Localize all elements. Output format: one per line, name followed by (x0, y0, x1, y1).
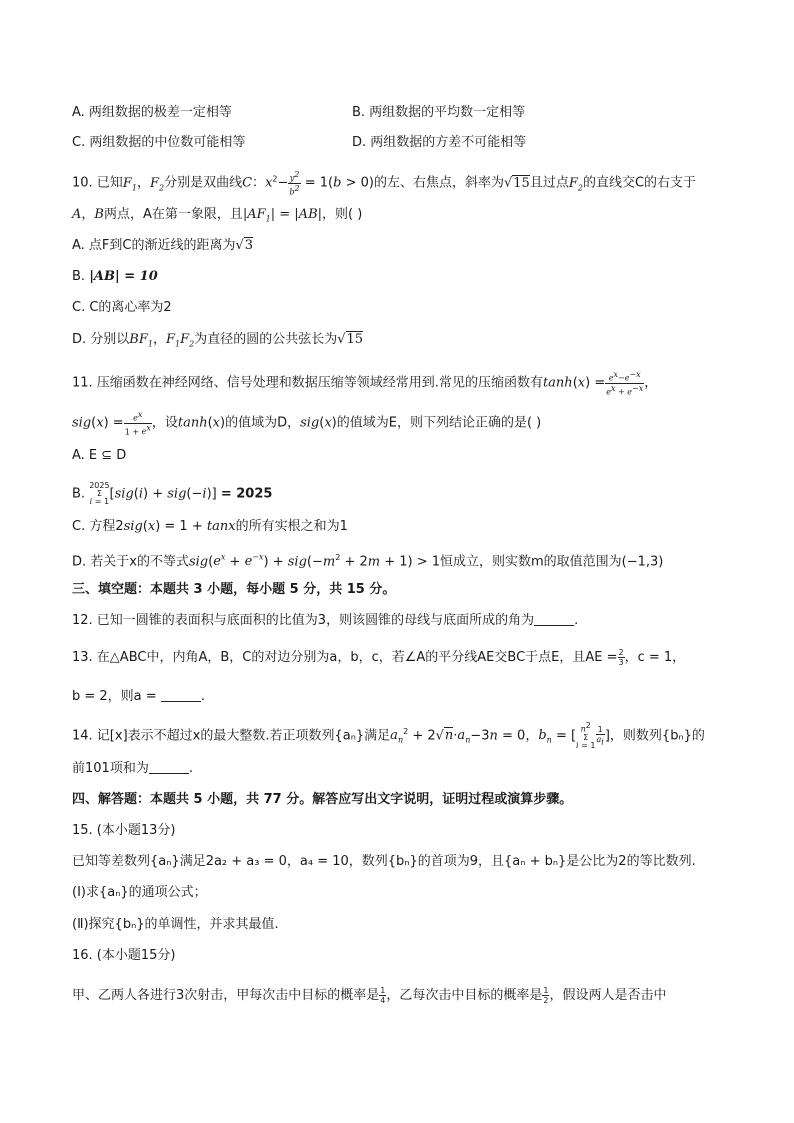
q11-text: 的值域为E，则下列结论正确的是( ) (336, 415, 542, 431)
q10-option-b-text: |AB| = 10 (89, 269, 158, 284)
q10-option-a: A. 点F到C的渐近线的距离为√3 (72, 238, 254, 253)
q10-stem-line1: 10. 已知$F_1$，$F_2$分别是双曲线C：$x^2-$ $\frac{y^2}{b^2}$ = 1(b > 0)的左、右焦点，斜率为√15且过点$F_2$的直线交C的右支于 (72, 170, 697, 197)
q14-text: 前101项和为 (72, 761, 149, 776)
answer-blank[interactable] (534, 613, 574, 626)
q15-heading: 15. (本小题13分) (72, 823, 176, 838)
q10-text: 两点，A在第一象限，且 (103, 207, 243, 222)
answer-blank[interactable] (149, 761, 189, 774)
q16-text: 甲、乙两人各进行3次射击，甲每次击中目标的概率是 (72, 988, 380, 1003)
q11-option-a: A. E ⊆ D (72, 448, 127, 463)
q14-text: 14. 记[x]表示不超过x的最大整数.若正项数列{aₙ}满足 (72, 728, 391, 744)
q15-part2: (Ⅱ)探究{bₙ}的单调性，并求其最值. (72, 917, 279, 932)
q13-text: ，c = 1， (624, 650, 686, 665)
q13-text: b = 2，则a = (72, 689, 157, 704)
q15-body: 已知等差数列{aₙ}满足2a₂ + a₃ = 0，a₄ = 10，数列{bₙ}的首项为9，且{aₙ + bₙ}是公比为2的等比数列. (72, 854, 696, 869)
q10-text: 的直线交C的右支于 (582, 175, 697, 191)
q11-option-d-text: D. 若关于x的不等式 (72, 554, 189, 570)
q15-part1: (Ⅰ)求{aₙ}的通项公式； (72, 885, 207, 900)
q12: 12. 已知一圆锥的表面积与底面积的比值为3，则该圆锥的母线与底面所成的角为 . (72, 613, 579, 628)
q11-text: 11. 压缩函数在神经网络、信号处理和数据压缩等领域经常用到.常见的压缩函数有 (72, 375, 543, 391)
q10-option-a-text: A. 点F到C的渐近线的距离为 (72, 238, 236, 253)
q10-option-d-text: 为直径的圆的公共弦长为 (194, 332, 338, 347)
q11-stem-line2: sig(x) = $\frac{e^x}{1 + e^x}$ ，设tanh(x)的值域为D，sig(x)的值域为E，则下列结论正确的是( ) (72, 410, 542, 437)
q16-body: 甲、乙两人各进行3次射击，甲每次击中目标的概率是 $\frac{1}{4}$ ，乙每次击中目标的概率是 $\frac{1}{2}$ ，假设两人是否击中 (72, 986, 667, 1005)
q11-option-c: C. 方程2sig(x) = 1 + tanx的所有实根之和为1 (72, 519, 348, 534)
section-3-heading: 三、填空题：本题共 3 小题，每小题 5 分，共 15 分。 (72, 582, 396, 597)
q14-line1: 14. 记[x]表示不超过x的最大整数.若正项数列{aₙ}满足$a_n^2 + 2√n\cdot a_n-3n = 0$，$b_n$ = [ $n^2$ Σ i = 1 $\frac{1}{a_i}$ ]，则数列{bₙ}的 (72, 721, 705, 750)
q10-option-c: C. C的离心率为2 (72, 300, 172, 315)
q10-text: ，则( ) (322, 207, 363, 222)
q10-option-b-prefix: B. (72, 269, 86, 284)
q11-option-d: D. 若关于x的不等式$sig(e^x + e^{-x}) + sig(-m^2 + 2m + 1) > 1$恒成立，则实数m的取值范围为(−1,3) (72, 553, 664, 570)
q10-option-d-text: D. 分别以 (72, 332, 130, 347)
q11-option-b-text: = 2025 (220, 486, 273, 502)
q10-text: 的左、右焦点，斜率为 (373, 175, 504, 191)
q11-text: 的值域为D， (225, 415, 301, 431)
q10-option-b (72, 268, 158, 286)
q11-option-c-text: 的所有实根之和为1 (235, 519, 348, 534)
q13-line2: b = 2，则a = . (72, 689, 205, 704)
q10-stem-line2: A，B两点，A在第一象限，且$|AF_1| = |AB|$，则( ) (72, 207, 363, 224)
q9-option-c: C. 两组数据的中位数可能相等 (72, 135, 246, 150)
q10-text: 分别是双曲线 (164, 175, 243, 191)
q11-option-b: B. 2025 Σ i = 1[sig(i) + sig(−i)] = 2025 (72, 481, 273, 506)
q10-option-d: D. 分别以$BF_1$，$F_1F_2$为直径的圆的公共弦长为√15 (72, 332, 364, 349)
q14-text: ，则数列{bₙ}的 (609, 728, 705, 744)
section-4-heading: 四、解答题：本题共 5 小题，共 77 分。解答应写出文字说明，证明过程或演算步骤。 (72, 792, 573, 807)
q10-text: 且过点 (529, 175, 569, 191)
q16-heading: 16. (本小题15分) (72, 948, 176, 963)
q11-option-c-text: C. 方程 (72, 519, 116, 534)
q11-option-d-text: 恒成立，则实数m的取值范围为(−1,3) (440, 554, 664, 570)
q14-line2: 前101项和为 . (72, 761, 193, 776)
q16-text: ，假设两人是否击中 (549, 988, 667, 1003)
q16-text: ，乙每次击中目标的概率是 (386, 988, 543, 1003)
q9-option-a: A. 两组数据的极差一定相等 (72, 105, 232, 120)
q13-text: 13. 在△ABC中，内角A，B，C的对边分别为a，b，c，若∠A的平分线AE交BC于点E，且AE = (72, 650, 618, 665)
q10-text: 10. 已知 (72, 175, 123, 191)
q9-option-b: B. 两组数据的平均数一定相等 (352, 105, 526, 120)
q11-stem-line1: 11. 压缩函数在神经网络、信号处理和数据压缩等领域经常用到.常见的压缩函数有tanh(x) = $\frac{e^x-e^{-x}}{e^x + e^{-x}}$ ， (72, 370, 658, 397)
q11-text: ，设 (151, 415, 178, 431)
q9-option-d: D. 两组数据的方差不可能相等 (352, 135, 527, 150)
answer-blank[interactable] (161, 689, 201, 702)
q12-text: 12. 已知一圆锥的表面积与底面积的比值为3，则该圆锥的母线与底面所成的角为 (72, 613, 535, 628)
q13-line1: 13. 在△ABC中，内角A，B，C的对边分别为a，b，c，若∠A的平分线AE交BC于点E，且AE = $\frac{2}{3}$ ，c = 1， (72, 648, 686, 667)
